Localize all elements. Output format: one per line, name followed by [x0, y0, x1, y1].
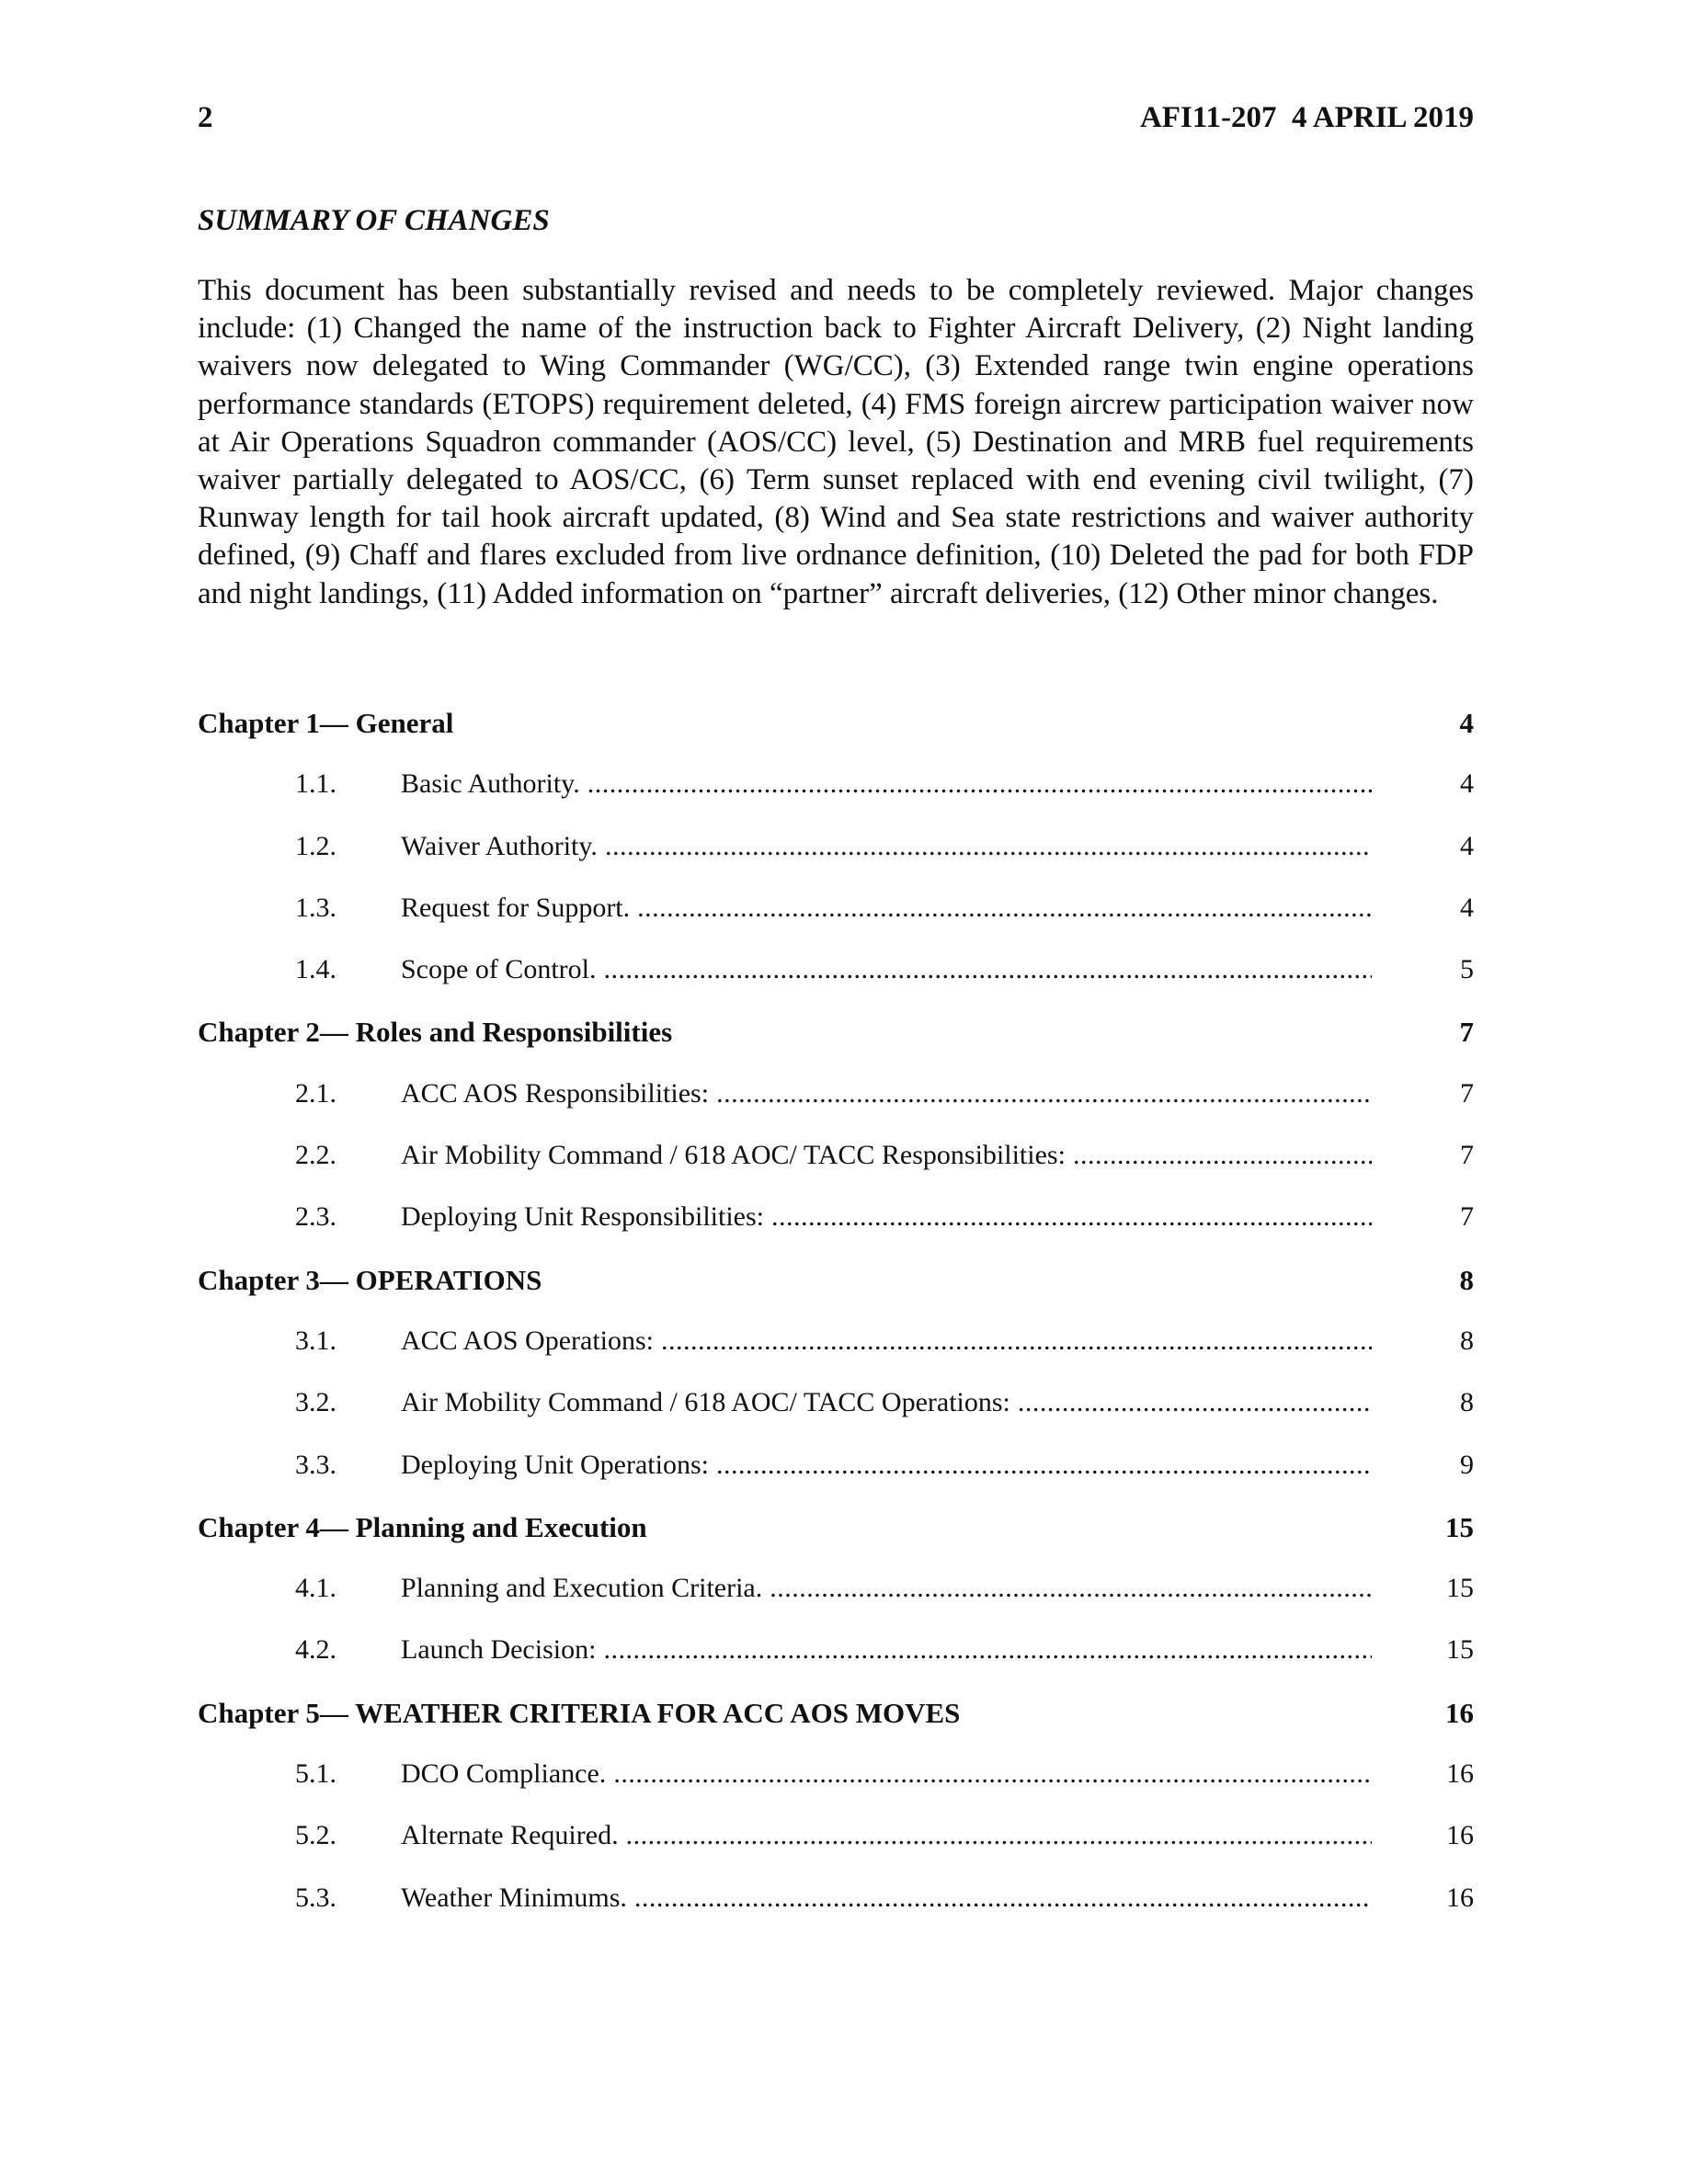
section-number: 4.2.: [295, 1634, 336, 1666]
toc-chapter[interactable]: [198, 1511, 1474, 1573]
section-number: 3.1.: [295, 1325, 336, 1356]
section-number: 5.3.: [295, 1882, 336, 1913]
section-title-leader: [401, 1140, 1372, 1171]
section-page-number: 5: [1460, 954, 1474, 985]
section-title-leader: [401, 1820, 1372, 1851]
section-title: Weather Minimums.: [401, 1882, 627, 1913]
toc-chapter[interactable]: [198, 1264, 1474, 1325]
section-page-number: 15: [1446, 1634, 1474, 1666]
toc-section[interactable]: [198, 1140, 1474, 1201]
section-page-number: 16: [1446, 1882, 1474, 1913]
section-title-leader: [401, 1634, 1372, 1666]
toc-section[interactable]: [198, 831, 1474, 893]
section-page-number: 4: [1460, 768, 1474, 800]
section-number: 1.4.: [295, 954, 336, 985]
section-title: Deploying Unit Operations:: [401, 1449, 709, 1480]
chapter-title: Chapter 2— Roles and Responsibilities: [198, 1016, 673, 1049]
section-number: 2.3.: [295, 1201, 336, 1233]
toc-section[interactable]: [198, 1573, 1474, 1634]
chapter-title: Chapter 4— Planning and Execution: [198, 1510, 647, 1543]
toc-chapter[interactable]: [198, 707, 1474, 768]
section-number: 2.2.: [295, 1140, 336, 1171]
summary-title: SUMMARY OF CHANGES: [198, 204, 550, 237]
toc-section[interactable]: [198, 1078, 1474, 1140]
chapter-title: Chapter 5— WEATHER CRITERIA FOR ACC AOS MOVES: [198, 1696, 961, 1729]
section-title-leader: [401, 1883, 1372, 1914]
section-title-leader: [401, 831, 1372, 862]
toc-section[interactable]: [198, 1883, 1474, 1944]
section-page-number: 4: [1460, 892, 1474, 923]
section-title: ACC AOS Operations:: [401, 1325, 655, 1356]
section-title-leader: [401, 1201, 1372, 1233]
toc-section[interactable]: [198, 1758, 1474, 1820]
section-page-number: 15: [1446, 1573, 1474, 1604]
chapter-page-number: 4: [1459, 707, 1474, 739]
toc-section[interactable]: [198, 1387, 1474, 1449]
section-title: Launch Decision:: [401, 1634, 597, 1666]
section-page-number: 8: [1460, 1325, 1474, 1356]
section-title-leader: [401, 1573, 1372, 1604]
section-title: DCO Compliance.: [401, 1758, 607, 1790]
section-title-leader: [401, 1325, 1372, 1357]
section-title: Air Mobility Command / 618 AOC/ TACC Operations:: [401, 1387, 1010, 1418]
table-of-contents: [198, 707, 1474, 1944]
section-title-leader: [401, 1078, 1372, 1109]
section-title: Scope of Control.: [401, 954, 597, 985]
page-number: 2: [198, 101, 213, 134]
section-title-leader: [401, 1450, 1372, 1481]
section-title: Deploying Unit Responsibilities:: [401, 1201, 764, 1233]
section-number: 3.3.: [295, 1449, 336, 1480]
section-title: Request for Support.: [401, 892, 631, 923]
section-title: Air Mobility Command / 618 AOC/ TACC Responsibilities:: [401, 1140, 1066, 1171]
section-title-leader: [401, 1387, 1372, 1418]
chapter-page-number: 8: [1459, 1263, 1474, 1296]
document-id: AFI11-207 4 APRIL 2019: [1139, 101, 1474, 134]
chapter-page-number: 15: [1445, 1510, 1474, 1543]
toc-chapter[interactable]: [198, 1016, 1474, 1077]
section-number: 4.1.: [295, 1573, 336, 1604]
section-page-number: 7: [1460, 1077, 1474, 1109]
toc-section[interactable]: [198, 954, 1474, 1016]
section-title: Basic Authority.: [401, 768, 580, 800]
toc-section[interactable]: [198, 1450, 1474, 1511]
section-number: 5.1.: [295, 1758, 336, 1790]
section-page-number: 9: [1460, 1449, 1474, 1480]
chapter-title: Chapter 3— OPERATIONS: [198, 1263, 542, 1296]
section-number: 2.1.: [295, 1077, 336, 1109]
toc-section[interactable]: [198, 1820, 1474, 1882]
chapter-title: Chapter 1— General: [198, 707, 454, 739]
toc-section[interactable]: [198, 1201, 1474, 1263]
section-number: 1.1.: [295, 768, 336, 800]
chapter-page-number: 7: [1459, 1016, 1474, 1049]
toc-section[interactable]: [198, 768, 1474, 830]
toc-section[interactable]: [198, 1325, 1474, 1387]
section-page-number: 4: [1460, 830, 1474, 861]
section-title: ACC AOS Responsibilities:: [401, 1077, 710, 1109]
section-page-number: 7: [1460, 1201, 1474, 1233]
section-title-leader: [401, 954, 1372, 985]
summary-body: This document has been substantially revised and needs to be completely reviewed. Major changes include: (1) Changed the name of the instruction back to Fighter Aircraft Delivery, (2) Night landing waivers now delegated to Wing Commander (WG/CC), (3) Extended range twin engine operations performance standards (ETOPS) requirement deleted, (4) FMS foreign aircrew participation waiver now at Air Operations Squadron commander (AOS/CC) level, (5) Destination and MRB fuel requirements waiver partially delegated to AOS/CC, (6) Term sunset replaced with end evening civil twilight, (7) Runway length for tail hook aircraft updated, (8) Wind and Sea state restrictions and waiver authority defined, (9) Chaff and flares excluded from live ordnance definition, (10) Deleted the pad for both FDP and night landings, (11) Added information on “partner” aircraft deliveries, (12) Other minor changes.: [198, 274, 1474, 610]
section-page-number: 16: [1446, 1820, 1474, 1851]
section-number: 1.2.: [295, 830, 336, 861]
section-number: 1.3.: [295, 892, 336, 923]
chapter-page-number: 16: [1445, 1696, 1474, 1729]
toc-section[interactable]: [198, 893, 1474, 954]
section-page-number: 7: [1460, 1140, 1474, 1171]
section-page-number: 8: [1460, 1387, 1474, 1418]
section-title-leader: [401, 768, 1372, 800]
section-title-leader: [401, 1758, 1372, 1790]
section-title: Planning and Execution Criteria.: [401, 1573, 763, 1604]
section-page-number: 16: [1446, 1758, 1474, 1790]
section-title: Alternate Required.: [401, 1820, 619, 1851]
toc-section[interactable]: [198, 1634, 1474, 1696]
section-number: 5.2.: [295, 1820, 336, 1851]
section-title: Waiver Authority.: [401, 830, 598, 861]
section-number: 3.2.: [295, 1387, 336, 1418]
toc-chapter[interactable]: [198, 1697, 1474, 1758]
section-title-leader: [401, 893, 1372, 924]
